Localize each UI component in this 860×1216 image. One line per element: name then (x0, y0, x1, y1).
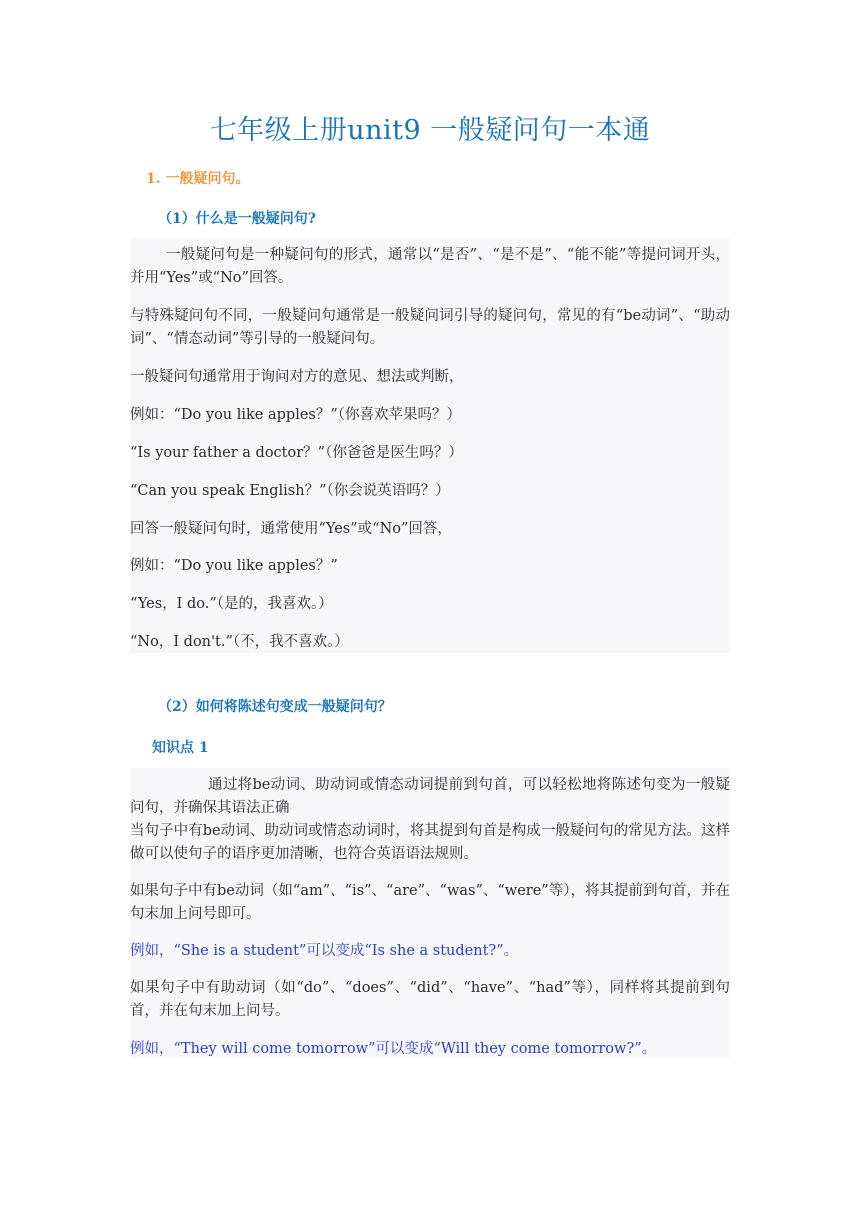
paragraph-usage: 一般疑问句通常用于询问对方的意见、想法或判断， (130, 369, 464, 385)
paragraph-be-verb-rule: 如果句子中有be动词（如“am”、“is”、“are”、“was”、“were”等），将其提前到句首，并在句末加上问号即可。 (130, 883, 730, 922)
paragraph-auxiliary-rule: 如果句子中有助动词（如“do”、“does”、“did”、“have”、“had”等），同样将其提前到句首，并在句末加上问号。 (130, 980, 730, 1019)
paragraph-answer: 回答一般疑问句时，通常使用“Yes”或“No”回答， (130, 521, 452, 537)
knowledge-point-label: 知识点 1 (152, 740, 209, 756)
example-line-4: 例如：“Do you like apples？” (130, 558, 338, 574)
subsection-heading-what-is: （1）什么是一般疑问句? (158, 211, 316, 227)
example-auxiliary: 例如，“They will come tomorrow”可以变成“Will they come tomorrow?”。 (130, 1041, 657, 1057)
answer-no: “No，I don't.”（不，我不喜欢。） (130, 634, 349, 650)
document-title: 七年级上册unit9 一般疑问句一本通 (209, 115, 651, 146)
example-be-verb: 例如，“She is a student”可以变成“Is she a student?”。 (130, 943, 519, 959)
example-line-3: “Can you speak English？”（你会说英语吗？） (130, 483, 450, 499)
example-line-2: “Is your father a doctor？”（你爸爸是医生吗？） (130, 445, 463, 461)
paragraph-difference: 与特殊疑问句不同，一般疑问句通常是一般疑问词引导的疑问句，常见的有“be动词”、“助动词”、“情态动词”等引导的一般疑问句。 (130, 308, 730, 347)
example-line-1: 例如：“Do you like apples？”（你喜欢苹果吗？） (130, 407, 462, 423)
section-heading-general-questions: 1. 一般疑问句。 (146, 171, 250, 187)
paragraph-conversion-intro: 通过将be动词、助动词或情态动词提前到句首，可以轻松地将陈述句变为一般疑问句，并确保其语法正确 (130, 777, 730, 816)
subsection-heading-how-to: （2）如何将陈述句变成一般疑问句？ (158, 699, 392, 715)
paragraph-conversion-method: 当句子中有be动词、助动词或情态动词时，将其提到句首是构成一般疑问句的常见方法。这样做可以使句子的语序更加清晰，也符合英语语法规则。 (130, 823, 730, 862)
answer-yes: “Yes，I do.”（是的，我喜欢。） (130, 596, 333, 612)
paragraph-definition: 一般疑问句是一种疑问句的形式，通常以“是否”、“是不是”、“能不能”等提问词开头，并用“Yes”或“No”回答。 (130, 247, 730, 286)
